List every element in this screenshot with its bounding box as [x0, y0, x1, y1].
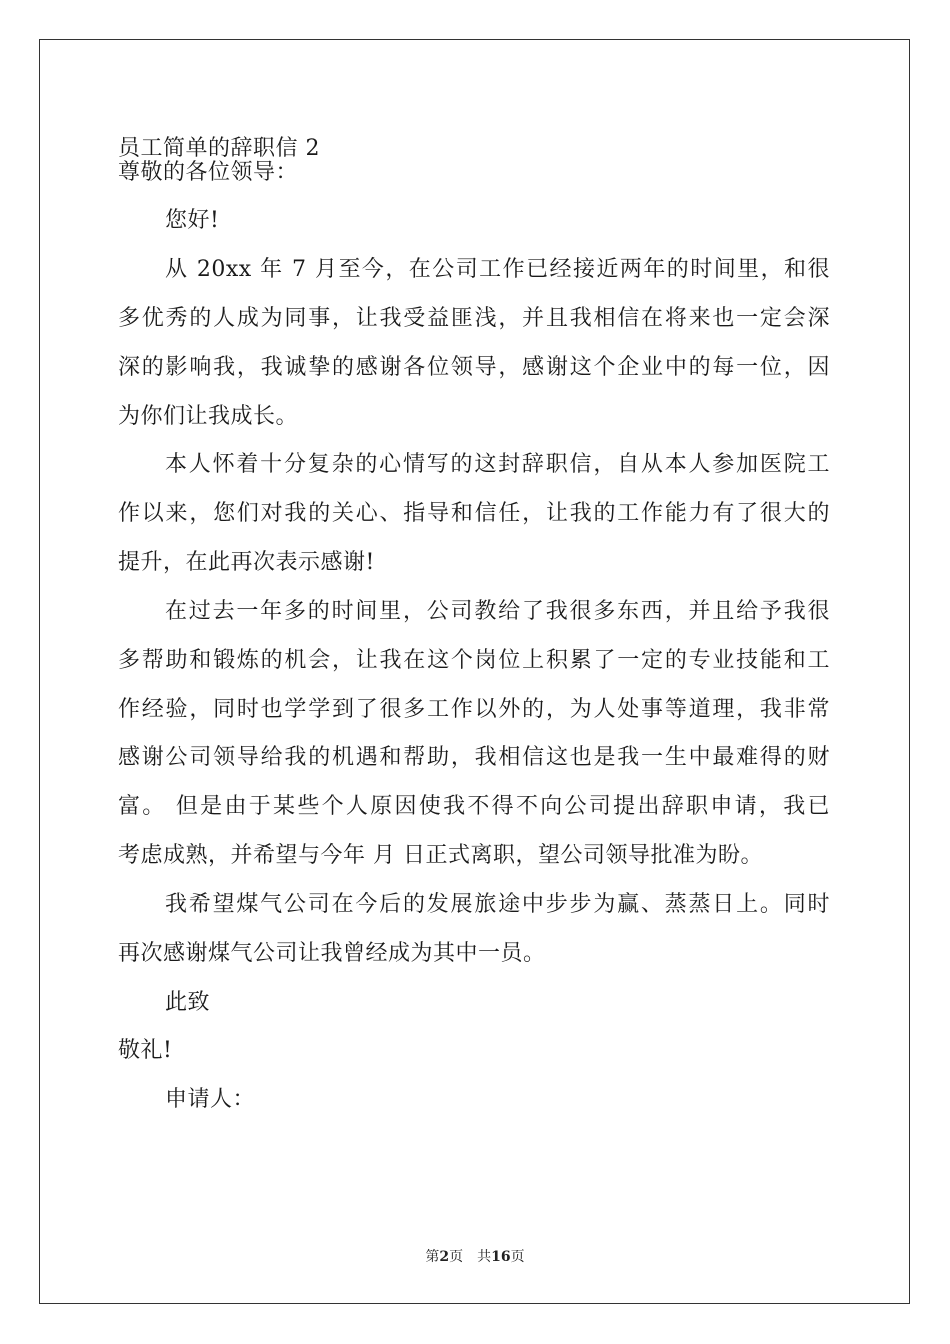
regards: 敬礼! — [118, 1038, 173, 1063]
page-total: 16 — [491, 1249, 511, 1265]
paragraph-1-line-1: 从 20xx 年 7 月至今，在公司工作已经接近两年的时间里，和很 — [165, 257, 830, 282]
page-prefix: 第 — [425, 1249, 440, 1265]
paragraph-1-line-3: 深的影响我，我诚挚的感谢各位领导，感谢这个企业中的每一位，因 — [118, 355, 830, 380]
paragraph-3-line-2: 多帮助和锻炼的机会，让我在这个岗位上积累了一定的专业技能和工 — [118, 648, 830, 673]
paragraph-2-line-1: 本人怀着十分复杂的心情写的这封辞职信，自从本人参加医院工 — [165, 452, 830, 477]
paragraph-3-line-4: 感谢公司领导给我的机遇和帮助，我相信这也是我一生中最难得的财 — [118, 745, 830, 770]
paragraph-3-line-1: 在过去一年多的时间里，公司教给了我很多东西，并且给予我很 — [165, 599, 830, 624]
paragraph-4-line-1: 我希望煤气公司在今后的发展旅途中步步为赢、蒸蒸日上。同时 — [165, 892, 830, 917]
paragraph-3-line-5: 富。 但是由于某些个人原因使我不得不向公司提出辞职申请，我已 — [118, 794, 830, 819]
total-unit: 页 — [510, 1249, 525, 1265]
document-title: 员工简单的辞职信 2 — [118, 136, 320, 161]
applicant-label: 申请人： — [165, 1087, 256, 1112]
paragraph-2-line-2: 作以来，您们对我的关心、指导和信任，让我的工作能力有了很大的 — [118, 501, 830, 526]
closing: 此致 — [165, 990, 211, 1015]
page-footer — [0, 1248, 950, 1266]
salutation: 尊敬的各位领导： — [118, 160, 299, 185]
greeting: 您好! — [165, 208, 220, 233]
paragraph-3-line-3: 作经验，同时也学学到了很多工作以外的，为人处事等道理，我非常 — [118, 697, 830, 722]
page-current: 2 — [439, 1249, 450, 1265]
paragraph-4-line-2: 再次感谢煤气公司让我曾经成为其中一员。 — [118, 941, 546, 966]
paragraph-3-line-6: 考虑成熟，并希望与今年 月 日正式离职，望公司领导批准为盼。 — [118, 843, 763, 868]
page-unit: 页 — [449, 1249, 464, 1265]
paragraph-1-line-4: 为你们让我成长。 — [118, 404, 299, 429]
paragraph-1-line-2: 多优秀的人成为同事，让我受益匪浅，并且我相信在将来也一定会深 — [118, 306, 830, 331]
total-prefix: 共 — [477, 1249, 492, 1265]
paragraph-2-line-3: 提升，在此再次表示感谢! — [118, 550, 375, 575]
